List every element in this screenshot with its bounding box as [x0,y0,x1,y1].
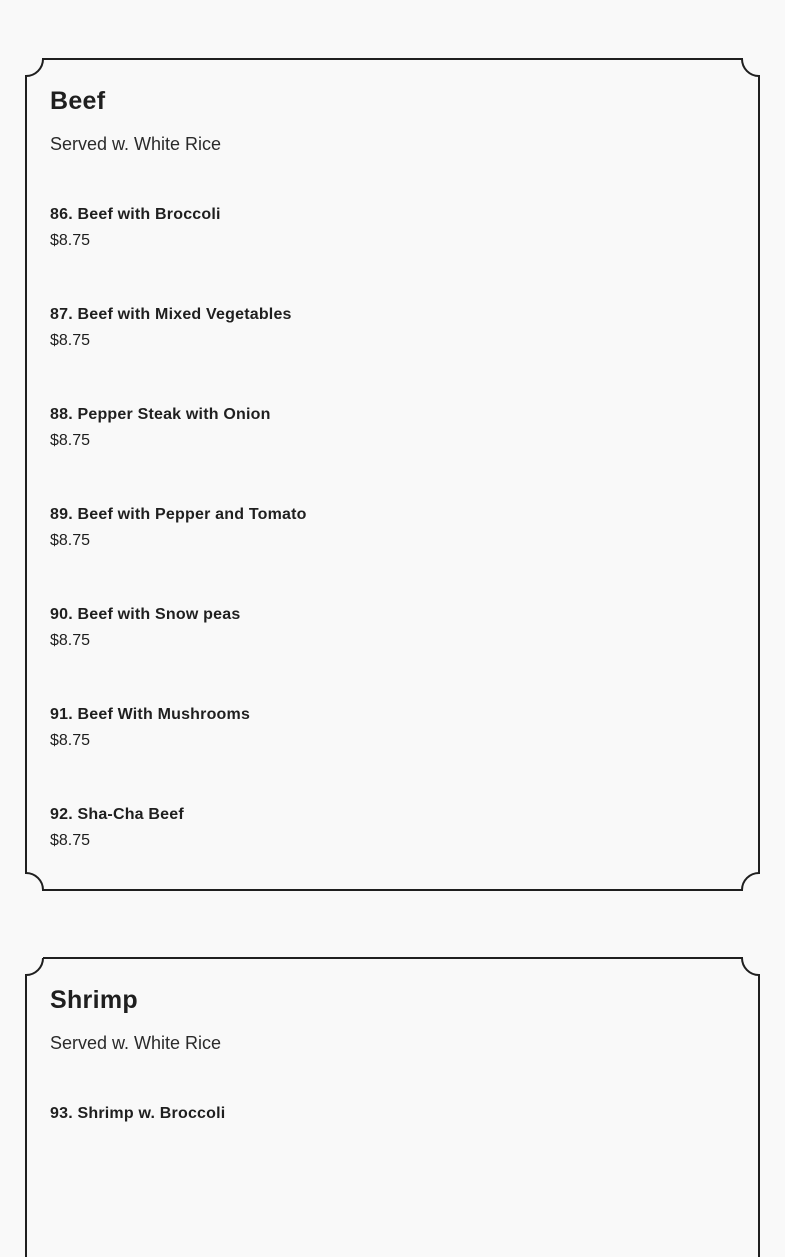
section-title: Beef [50,87,106,115]
item-price: $8.75 [50,232,91,249]
menu-item[interactable] [50,505,307,551]
card-frame [25,58,760,891]
menu-item[interactable] [50,405,271,451]
item-name: 86. Beef with Broccoli [50,206,221,223]
menu-item[interactable] [50,805,184,851]
item-price: $8.75 [50,532,91,549]
section-subtitle: Served w. White Rice [50,134,222,154]
menu-section-beef [25,58,760,891]
section-subtitle: Served w. White Rice [50,1033,222,1053]
menu-item[interactable] [50,705,250,751]
item-price: $8.75 [50,732,91,749]
item-name: 91. Beef With Mushrooms [50,706,251,723]
item-name: 92. Sha-Cha Beef [50,806,184,823]
menu-item[interactable] [50,205,221,251]
menu-item[interactable] [50,605,240,651]
item-price: $8.75 [50,632,91,649]
item-price: $8.75 [50,332,91,349]
item-name: 93. Shrimp w. Broccoli [50,1105,226,1122]
item-price: $8.75 [50,432,91,449]
item-name: 87. Beef with Mixed Vegetables [50,306,292,323]
section-title: Shrimp [50,986,138,1014]
menu-item[interactable] [50,1104,225,1130]
menu-item[interactable] [50,305,292,351]
item-name: 88. Pepper Steak with Onion [50,406,271,423]
item-name: 90. Beef with Snow peas [50,606,241,623]
menu-section-shrimp [25,957,760,1257]
item-price: $8.75 [50,832,91,849]
item-name: 89. Beef with Pepper and Tomato [50,506,307,523]
